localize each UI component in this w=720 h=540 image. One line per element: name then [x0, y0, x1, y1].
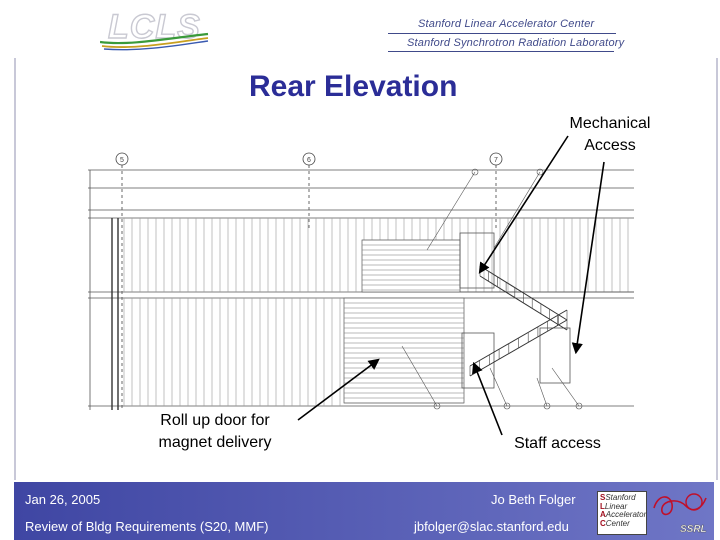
annotation-mechanical-line-1: Mechanical	[569, 115, 651, 132]
grid-marker-5: 5	[120, 157, 124, 164]
grid-marker-6: 6	[307, 157, 311, 164]
arrow-mechanical-2	[576, 162, 604, 352]
slac-logo-line-1: Stanford	[605, 493, 636, 502]
slac-logo-line-4: Center	[605, 518, 630, 528]
footer-date: Jan 26, 2005	[25, 492, 101, 507]
annotation-rollup-line-2: magnet delivery	[158, 434, 272, 451]
footer-review: Review of Bldg Requirements (S20, MMF)	[25, 519, 269, 534]
svg-text:LCLS: LCLS	[108, 8, 201, 46]
ssrl-text: SSRL	[680, 524, 707, 535]
annotation-staff-access: Staff access	[514, 435, 601, 452]
annotation-mechanical-line-2: Access	[584, 137, 636, 154]
annotation-rollup-line-1: Roll up door for	[160, 412, 270, 429]
slac-logo: SStanford LLinear AAccelerator CCenter	[597, 491, 647, 535]
slide-title: Rear Elevation	[249, 70, 458, 103]
footer-email: jbfolger@slac.stanford.edu	[414, 519, 569, 534]
arrow-rollup	[298, 360, 378, 420]
slac-logo-line-3: Accelerator	[605, 510, 647, 519]
lab-name-slac: Stanford Linear Accelerator Center	[418, 18, 595, 30]
arrow-staff	[474, 364, 502, 435]
arrow-mechanical-1	[480, 136, 568, 272]
footer-author: Jo Beth Folger	[491, 492, 576, 507]
slac-logo-line-2: Linear	[604, 501, 628, 511]
lab-name-ssrl: Stanford Synchrotron Radiation Laboratory	[407, 37, 625, 49]
ssrl-logo	[650, 488, 712, 536]
grid-marker-7: 7	[494, 157, 498, 164]
